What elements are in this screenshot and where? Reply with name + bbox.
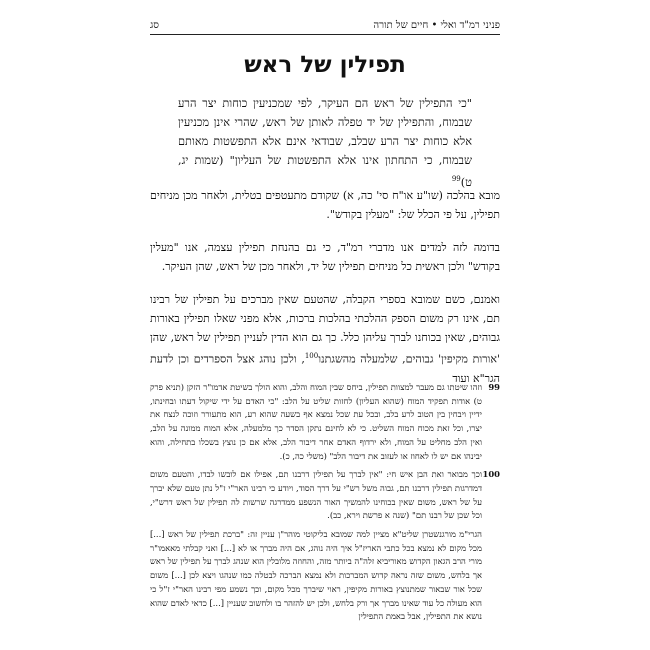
section-title: חיים של תורה (373, 19, 429, 31)
footnote-number: 99 (488, 382, 500, 392)
footnote-text: וכך מבואר ואת הבן איש חי: "אין לברך על תפילין דרבנו תם, אפילו אם לובשו לבדו, והטעם משום דמדרגות תפילין דרבנו תם, גבוה משל רש"י על דרך הסוד, ויודע כי רבינו האר"י ז"ל נתן טעם שלא יברך על של ראש, משום שאין בכוחינו להמשיך האור הנשפע ממדרגה שרשות לה תפילין של ראש דרש"י, וכל שכן של רבנו תם" (שנה א פרשת וירא, כב). (150, 469, 482, 521)
header-separator: • (431, 19, 438, 31)
chapter-title: תפילין של ראש (244, 52, 406, 78)
paragraph-2-text: בדומה לזה למדים אנו מדברי רמ"ד, כי גם בהנחת תפילין עצמה, אנו "מעלין בקודש" ולכן ראשית כל מניחים תפילין של יד, ולאחר מכן של ראש, שהן העיקר. (150, 241, 500, 273)
paragraph-1-text: מובא בהלכה (שו"ע או"ח סי' כה, א) שקודם מתעטפים בטלית, ולאחר מכן מניחים תפילין, על פי הכלל של: "מעלין בקודש". (150, 189, 500, 221)
running-title (373, 20, 500, 31)
footnote-100 (150, 468, 500, 523)
footnote-ref-100[interactable]: 100 (304, 352, 319, 360)
paragraph-1 (150, 186, 500, 224)
footnote-text: וזהו שיטתו גם מעבר למצוות תפילין, ביחס שבין המוח והלב, והוא הולך בשיטת אדמו"ר הזקן (תניא פרק ט) אודות תפקיד המוח (שהוא העליון) לחזות שליט על הלב: "כי האדם על ידי שיקול דעתו ובחינתו, ידיין ויבחין בין הטוב לרע בלב, ובכל עת שכל נמצא אף בשעה שהוא רע, הוא מתעורר וזוכה לנצח את יצרו, וכל זאת מכוח המוח השליט. כי לא לחינם נתקן הסדר כך מלמעלה, אלא המוח ממונה על הלב, ואין הלב מחליט על המוח, ולא ירדוף האדם אחר דיבור הלב, אלא אם כן נוצץ בשכלו בתחילה, והוא יבינהו אם יש לו לאחוז או לעזוב את דיבור הלב" (משלי כה, כ). (150, 382, 482, 461)
footnote-ref-99[interactable]: 99 (451, 175, 461, 183)
quote-text: "כי התפילין של ראש הם העיקר, לפי שמכניעין כוחות יצר הרע שבמוח, והתפילין של יד טפלה לאותן של ראש, שהרי אינן מכניעין אלא כוחות יצר הרע שבלב, שבודאי אינם אלא התפשטות מאותם שבמוח, כי התחתון אינו אלא התפשטות של העליון" (שמות יג, ט) (178, 97, 472, 189)
footnote-number: 100 (482, 469, 500, 480)
paragraph-2 (150, 238, 500, 276)
opening-quote (178, 94, 472, 192)
paragraph-3-text-end: , ולכן נוהג אצל הספרדים וכן לדעת הגר"א ועוד (150, 352, 500, 385)
running-header (150, 18, 500, 32)
footnote-continuation: הגרי"מ מורגנשטרן שליט"א מציין למה שמובא בליקוטי מוהר"ן עניין זה: "ברכת תפילין של ראש [...] מכל מקום לא נמצא בכל כתבי האריז"ל איך היה נוהג, אם היה מברך או לא [...] ואני קבלתי מאאמו"ר מורי הרב הגאון הקדוש מאוריביא זלה"ה ביותר מזה, והחוזה מלובלין הוא שנהג לברך על תפילין של ראש אך בלחש, משום שזה נראה קדוש המברכות ולא נמצא הברכה לבטלה כמו שנהגו ויצא לכן [...] משום שכל אור שבאור שמתנוצץ באורות מקיפין, ראוי שיברך מכל מקום, וכך נשמע מפי רבינו האר"י ז"ל כי הוא מעולה כל עוד שאינו מברך אך ורק בלחש, ולכן יש להזהר בו ולחשוב שעניין [...] כדאי לאדם שהוא נושא את התפילין, אבל באמת התפילין (150, 529, 482, 622)
paragraph-3 (150, 290, 500, 388)
header-rule (150, 34, 500, 35)
paragraph-3-text: ואמנם, כשם שמובא בספרי הקבלה, שהטעם שאין מברכים על תפילין של רבינו תם, אינו רק משום הספק ההלכתי בהלכות ברכות, אלא מפני שאלו תפילין באורות גבוהים, שאין בכוחנו לברך עליהן כלל. כך גם הוא הדין לעניין תפילין של ראש, שהן 'אורות מקיפין' גבוהים, שלמעלה מהשגתנו (150, 293, 500, 366)
footnotes-section (150, 381, 500, 624)
page-number: סג (150, 19, 159, 31)
footnote-99 (150, 381, 500, 463)
book-title: פניני רמ"ד ואלי (440, 19, 500, 31)
